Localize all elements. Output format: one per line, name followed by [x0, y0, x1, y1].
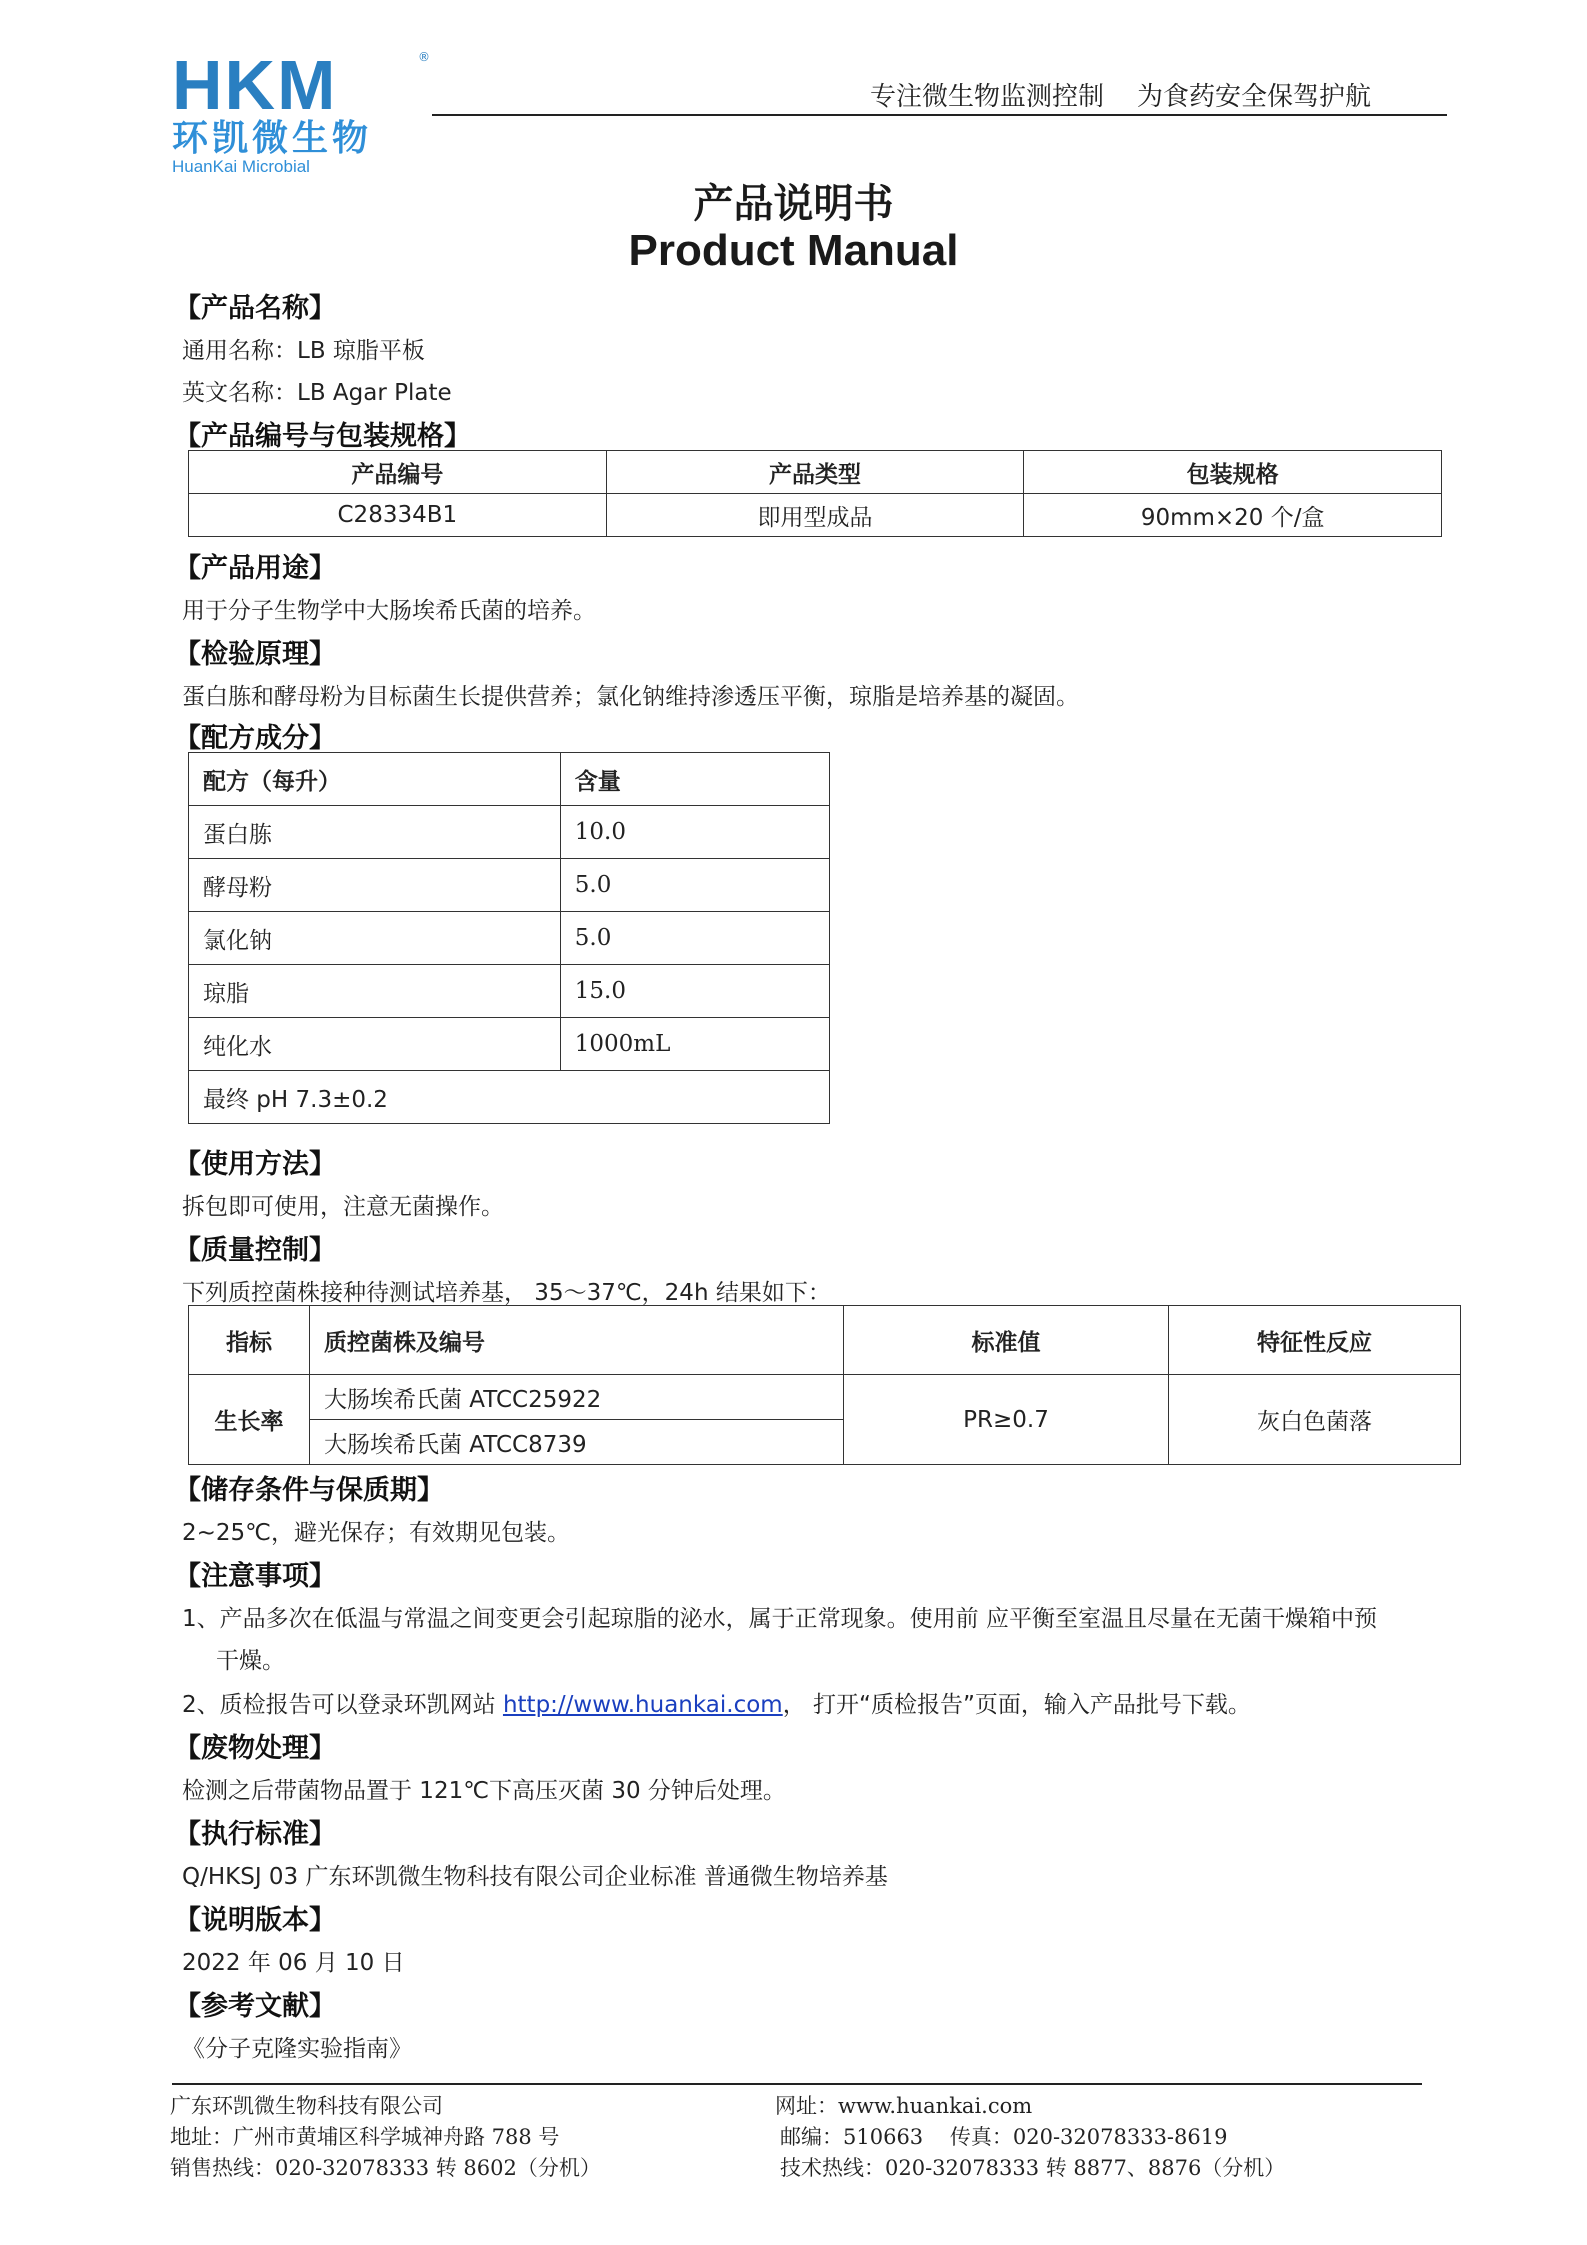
qc-table [188, 1305, 1461, 1465]
section-heading-method: 【使用方法】 [174, 1149, 336, 1180]
common-name: 通用名称：LB 琼脂平板 [182, 338, 425, 364]
standard-text: Q/HKSJ 03 广东环凯微生物科技有限公司企业标准 普通微生物培养基 [182, 1864, 888, 1890]
table-row [189, 912, 830, 965]
product-code: C28334B1 [189, 494, 607, 537]
note-item-2-prefix: 2、质检报告可以登录环凯网站 [182, 1692, 503, 1718]
registered-mark-icon: ® [418, 50, 430, 64]
company-logo [172, 46, 432, 176]
logo-english-name: HuanKai Microbial [172, 157, 310, 176]
footer-tech-hotline: 技术热线：020-32078333 转 8877、8876（分机） [780, 2156, 1286, 2180]
ingredient-amount: 5.0 [560, 859, 829, 912]
storage-text: 2~25℃，避光保存；有效期见包装。 [182, 1520, 571, 1546]
package-table [188, 450, 1442, 537]
ingredient-amount: 1000mL [560, 1018, 829, 1071]
section-heading-standard: 【执行标准】 [174, 1819, 336, 1850]
header-divider [432, 114, 1447, 116]
note-item-2-suffix: ， 打开“质检报告”页面，输入产品批号下载。 [782, 1692, 1251, 1718]
formula-table [188, 752, 830, 1124]
ingredient-name: 琼脂 [189, 965, 561, 1018]
table-row [189, 859, 830, 912]
table-header-cell: 含量 [560, 753, 829, 806]
qc-reaction: 灰白色菌落 [1169, 1375, 1461, 1465]
table-row [189, 1018, 830, 1071]
table-header-cell: 包装规格 [1024, 451, 1442, 494]
section-heading-usage: 【产品用途】 [174, 553, 336, 584]
ingredient-amount: 10.0 [560, 806, 829, 859]
qc-standard-value: PR≥0.7 [844, 1375, 1169, 1465]
ingredient-name: 蛋白胨 [189, 806, 561, 859]
english-name: 英文名称：LB Agar Plate [182, 380, 452, 406]
table-header-row [189, 1306, 1461, 1375]
ingredient-amount: 15.0 [560, 965, 829, 1018]
qc-intro: 下列质控菌株接种待测试培养基， 35～37℃，24h 结果如下： [182, 1280, 831, 1306]
table-row [189, 806, 830, 859]
table-header-cell: 特征性反应 [1169, 1306, 1461, 1375]
footer-website: 网址：www.huankai.com [775, 2094, 1033, 2118]
section-heading-version: 【说明版本】 [174, 1905, 336, 1936]
ingredient-amount: 5.0 [560, 912, 829, 965]
final-ph: 最终 pH 7.3±0.2 [189, 1071, 830, 1124]
qc-strain: 大肠埃希氏菌 ATCC25922 [310, 1375, 844, 1420]
product-type: 即用型成品 [606, 494, 1024, 537]
table-header-cell: 配方（每升） [189, 753, 561, 806]
table-header-row [189, 451, 1442, 494]
section-heading-package: 【产品编号与包装规格】 [174, 421, 471, 452]
note-item-1-continuation: 干燥。 [216, 1648, 285, 1674]
title-chinese: 产品说明书 [693, 181, 894, 227]
table-row [189, 494, 1442, 537]
footer-divider [172, 2083, 1422, 2085]
table-row [189, 965, 830, 1018]
logo-chinese-name: 环凯微生物 [172, 118, 373, 159]
version-text: 2022 年 06 月 10 日 [182, 1950, 405, 1976]
table-row [189, 1071, 830, 1124]
ingredient-name: 氯化钠 [189, 912, 561, 965]
note-item-2 [182, 1686, 1251, 1719]
table-row [189, 1375, 1461, 1420]
principle-text: 蛋白胨和酵母粉为目标菌生长提供营养；氯化钠维持渗透压平衡，琼脂是培养基的凝固。 [182, 684, 1079, 710]
ingredient-name: 纯化水 [189, 1018, 561, 1071]
table-header-cell: 指标 [189, 1306, 310, 1375]
note-item-1: 1、产品多次在低温与常温之间变更会引起琼脂的泌水，属于正常现象。使用前 应平衡至室温且尽量在无菌干燥箱中预 [182, 1606, 1377, 1632]
section-heading-product-name: 【产品名称】 [174, 293, 336, 324]
table-header-cell: 产品类型 [606, 451, 1024, 494]
disposal-text: 检测之后带菌物品置于 121℃下高压灭菌 30 分钟后处理。 [182, 1778, 786, 1804]
table-header-cell: 产品编号 [189, 451, 607, 494]
footer-postal-fax: 邮编：510663 传真：020-32078333-8619 [780, 2125, 1228, 2149]
ingredient-name: 酵母粉 [189, 859, 561, 912]
method-text: 拆包即可使用，注意无菌操作。 [182, 1194, 504, 1220]
section-heading-references: 【参考文献】 [174, 1991, 336, 2022]
usage-text: 用于分子生物学中大肠埃希氏菌的培养。 [182, 598, 596, 624]
section-heading-formula: 【配方成分】 [174, 723, 336, 754]
section-heading-notes: 【注意事项】 [174, 1561, 336, 1592]
footer-sales-hotline: 销售热线：020-32078333 转 8602（分机） [170, 2156, 601, 2180]
slogan: 专注微生物监测控制 为食药安全保驾护航 [870, 82, 1372, 112]
table-header-cell: 标准值 [844, 1306, 1169, 1375]
logo-letters: HKM [172, 46, 338, 124]
title-english: Product Manual [628, 226, 959, 275]
section-heading-principle: 【检验原理】 [174, 639, 336, 670]
qc-indicator: 生长率 [189, 1375, 310, 1465]
table-header-cell: 质控菌株及编号 [310, 1306, 844, 1375]
table-header-row [189, 753, 830, 806]
references-text: 《分子克隆实验指南》 [182, 2036, 412, 2062]
footer-company: 广东环凯微生物科技有限公司 [170, 2094, 443, 2118]
package-spec: 90mm×20 个/盒 [1024, 494, 1442, 537]
website-link[interactable]: http://www.huankai.com [502, 1692, 783, 1718]
qc-strain: 大肠埃希氏菌 ATCC8739 [310, 1420, 844, 1465]
footer-address: 地址：广州市黄埔区科学城神舟路 788 号 [170, 2125, 560, 2149]
section-heading-disposal: 【废物处理】 [174, 1733, 336, 1764]
section-heading-storage: 【储存条件与保质期】 [174, 1475, 444, 1506]
section-heading-qc: 【质量控制】 [174, 1235, 336, 1266]
